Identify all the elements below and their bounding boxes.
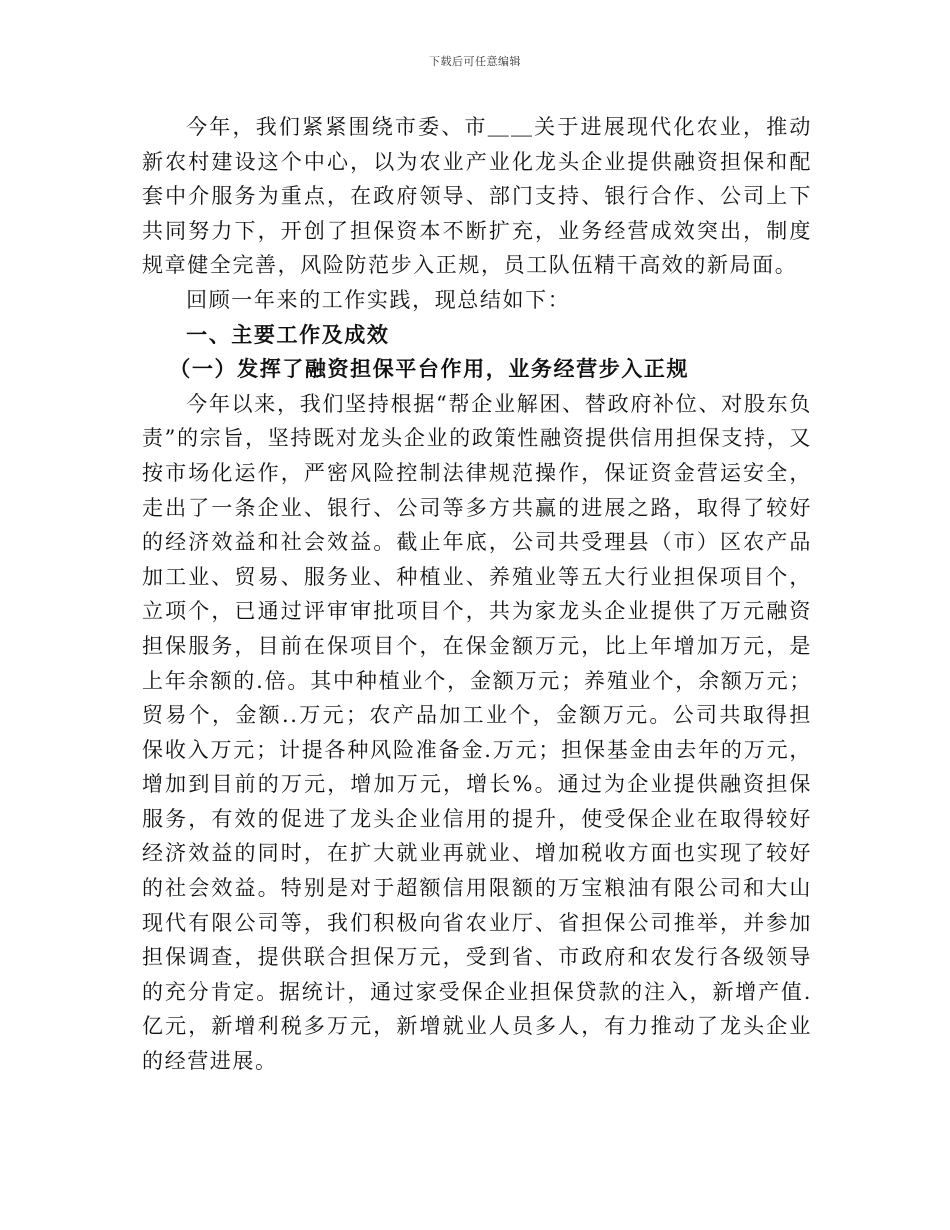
- review-paragraph: 回顾一年来的工作实践，现总结如下：: [186, 287, 571, 312]
- section-heading: 一、主要工作及成效: [186, 321, 390, 347]
- header-note: 下载后可任意编辑: [429, 55, 521, 68]
- document-body: [142, 110, 812, 1079]
- intro-paragraph: 今年，我们紧紧围绕市委、市＿＿关于进展现代化农业，推动新农村建设这个中心，以为农业产业化龙头企业提供融资担保和配套中介服务为重点，在政府领导、部门支持、银行合作、公司上下共同努力下，开创了担保资本不断扩充，业务经营成效突出，制度规章健全完善，风险防范步入正规，员工队伍精干高效的新局面。: [142, 115, 812, 278]
- main-paragraph: 今年以来，我们坚持根据“帮企业解困、替政府补位、对股东负责”的宗旨，坚持既对龙头企业的政策性融资提供信用担保支持，又按市场化运作，严密风险控制法律规范操作，保证资金营运安全，走出了一条企业、银行、公司等多方共赢的进展之路，取得了较好的经济效益和社会效益。截止年底，公司共受理县（市）区农产品加工业、贸易、服务业、种植业、养殖业等五大行业担保项目个，立项个，已通过评审审批项目个，共为家龙头企业提供了万元融资担保服务，目前在保项目个，在保金额万元，比上年增加万元，是上年余额的.倍。其中种植业个，金额万元；养殖业个，余额万元；贸易个，金额..万元；农产品加工业个，金额万元。公司共取得担保收入万元；计提各种风险准备金.万元；担保基金由去年的万元，增加到目前的万元，增加万元，增长%。通过为企业提供融资担保服务，有效的促进了龙头企业信用的提升，使受保企业在取得较好经济效益的同时，在扩大就业再就业、增加税收方面也实现了较好的社会效益。特别是对于超额信用限额的万宝粮油有限公司和大山现代有限公司等，我们积极向省农业厅、省担保公司推举，并参加担保调查，提供联合担保万元，受到省、市政府和农发行各级领导的充分肯定。据统计，通过家受保企业担保贷款的注入，新增产值.亿元，新增利税多万元，新增就业人员多人，有力推动了龙头企业的经营进展。: [142, 391, 812, 1074]
- subsection-heading: （一）发挥了融资担保平台作用，业务经营步入正规: [169, 356, 690, 382]
